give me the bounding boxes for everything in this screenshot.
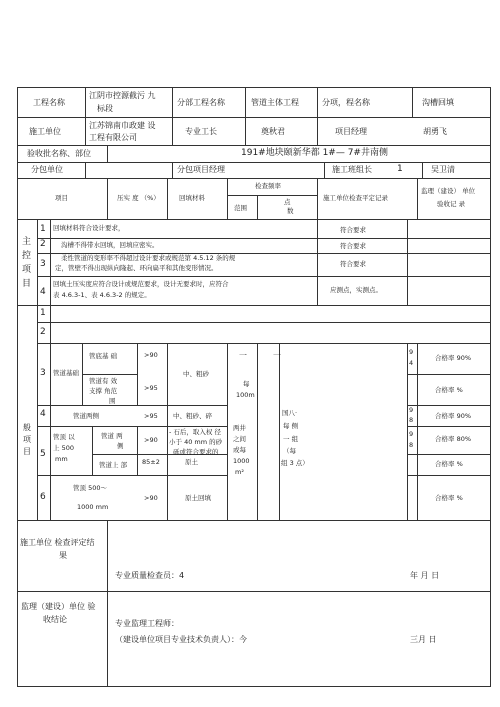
col-header-compaction: 压实 度 （%） — [117, 194, 160, 202]
batch-label: 验收批名称、部位 — [27, 149, 91, 158]
general-right-num: 8 — [409, 416, 414, 424]
col-divider — [407, 219, 408, 305]
row-divider — [227, 195, 317, 196]
general-material: 砾或符合要求的 — [173, 448, 219, 456]
supervise-conclusion-label-cont: 收结论 — [43, 615, 67, 624]
col-divider — [85, 162, 86, 178]
col-divider — [92, 426, 93, 475]
general-right-num: 9 — [409, 430, 414, 438]
col-divider — [227, 343, 228, 520]
supervise-date: 三月 日 — [410, 635, 437, 644]
quality-inspector: 专业质量检查员：4 — [115, 571, 185, 580]
general-freq-dash: 一 — [273, 351, 281, 360]
col-header-count-cont: 数 — [287, 207, 294, 215]
col-divider — [37, 219, 38, 520]
general-material: 原土 — [185, 458, 198, 466]
general-material: 中、粗砂 — [183, 370, 209, 378]
row-divider — [37, 322, 491, 323]
general-pass-rate: 合格率 % — [435, 460, 463, 468]
team-leader-num: 1 — [397, 164, 403, 174]
general-material: 中、粗砂、碎 — [173, 412, 212, 420]
foreman-label: 专业工长 — [185, 127, 217, 136]
main-row-result: 应测点，实测点。 — [330, 286, 382, 294]
general-freq: 国八· — [282, 409, 298, 417]
general-row-label: 管顶 500～ — [73, 484, 107, 492]
inspect-result-label-cont: 果 — [59, 551, 67, 560]
col-divider — [324, 162, 325, 178]
general-value: >95 — [144, 384, 158, 392]
row-divider — [17, 520, 491, 521]
pm-value: 胡勇飞 — [423, 127, 447, 136]
row-divider — [407, 405, 491, 406]
general-row-label: 管道两侧 — [73, 412, 99, 420]
general-row-number: 4 — [40, 409, 46, 419]
foreman-value: 奠秋君 — [261, 127, 285, 136]
col-header-range: 范围 — [234, 204, 247, 212]
row-divider — [37, 276, 491, 277]
general-row-number: 1 — [40, 308, 46, 318]
table-border-bottom — [17, 686, 491, 687]
general-sub-label: 围 — [109, 397, 116, 405]
general-sub-label: 侧 — [117, 442, 124, 450]
general-pass-rate: 合格率 90% — [435, 354, 472, 362]
general-freq: （每 — [283, 447, 296, 455]
main-row-text: 定，管壁不得出现纵向隆起、环向扁平和其他变形情况。 — [55, 264, 218, 272]
row-divider — [407, 374, 491, 375]
col-divider — [257, 343, 258, 520]
main-row-result: 符合要求 — [340, 226, 366, 234]
general-row-label: 1000 mm — [77, 503, 109, 511]
col-divider — [245, 87, 246, 145]
row-divider — [17, 162, 491, 163]
row-divider — [17, 145, 491, 146]
general-range: m² — [235, 468, 244, 476]
general-row-number: 2 — [40, 327, 46, 337]
general-pass-rate: 合格率 % — [435, 386, 463, 394]
general-freq-every: 每 — [243, 380, 250, 388]
general-side-label: 项 — [23, 435, 31, 444]
col-divider — [107, 178, 108, 219]
construction-unit-value: 江苏锦南巾政建 设 — [89, 121, 156, 130]
general-value: 85±2 — [142, 458, 160, 466]
general-sub-label: 管底基 础 — [89, 352, 118, 360]
col-divider — [317, 87, 318, 145]
main-row-number: 1 — [40, 224, 46, 234]
col-divider — [167, 343, 168, 520]
col-divider — [407, 343, 408, 520]
inspect-date: 年 月 日 — [410, 571, 440, 580]
row-divider — [17, 219, 491, 220]
row-divider — [37, 238, 491, 239]
general-side-label: 般 — [23, 423, 31, 432]
general-row-label: mm — [55, 455, 68, 463]
row-divider — [37, 405, 227, 406]
general-sub-label: 管道有 效 — [89, 377, 118, 385]
main-row-text: 沟槽不得带水回填，回填应密实。 — [61, 241, 159, 249]
col-header-records: 施工单位检查平定记录 — [323, 194, 388, 202]
row-divider — [82, 374, 137, 375]
general-material: - 石后，取入权 径 — [169, 428, 221, 436]
general-row-number: 6 — [40, 492, 46, 502]
main-side-label: 目 — [22, 279, 32, 289]
col-divider — [227, 178, 228, 219]
project-name-value-cont: 标段 — [97, 104, 113, 113]
col-divider — [172, 162, 173, 178]
general-right-num: 9 — [409, 348, 414, 356]
main-row-text: 回填材料符合设计要求， — [53, 224, 125, 232]
general-range: 1000 — [233, 457, 250, 465]
general-freq-dash: 一 — [239, 351, 247, 360]
col-divider — [257, 195, 258, 219]
col-header-frequency: 检查频率 — [255, 182, 281, 190]
project-name-value: 江阴市控源截污 九 — [89, 91, 156, 100]
general-material: 原土回填 — [185, 494, 211, 502]
general-value: >90 — [144, 494, 158, 502]
col-divider — [422, 162, 423, 178]
row-divider — [17, 117, 491, 118]
general-right-num: 4 — [409, 359, 414, 367]
general-row-label: 管顶 以 — [53, 433, 75, 441]
row-divider — [407, 454, 491, 455]
col-header-supervisor-cont: 验收记 录 — [437, 200, 466, 208]
general-row-number: 3 — [40, 368, 46, 378]
row-divider — [407, 426, 491, 427]
general-sub-label: 支撑 角范 — [89, 387, 118, 395]
main-side-label: 项 — [22, 265, 32, 275]
general-freq: 一 组 — [283, 435, 299, 443]
acceptance-form — [17, 87, 491, 687]
col-header-supervisor: 监理（建设） 单位 — [421, 187, 476, 195]
general-row-label: 上 500 — [53, 444, 74, 452]
main-row-number: 4 — [40, 287, 46, 297]
general-range: 之间 — [233, 435, 246, 443]
col-header-backfill: 回填材料 — [179, 194, 205, 202]
general-freq-every: 100m — [236, 391, 255, 399]
sub-project-label: 分部工程名称 — [177, 98, 225, 107]
row-divider — [17, 178, 491, 179]
col-divider — [417, 343, 418, 520]
main-side-label: 主 — [22, 237, 32, 247]
main-row-result: 符合要求 — [340, 242, 366, 250]
sub-pm-label: 分包项目经理 — [177, 165, 225, 174]
main-row-number: 3 — [40, 259, 46, 269]
col-divider — [172, 87, 173, 145]
col-divider — [167, 178, 168, 219]
general-row-label: 管道基础 — [53, 369, 79, 377]
main-side-label: 控 — [22, 251, 32, 261]
general-row-number: 5 — [40, 449, 46, 459]
col-divider — [82, 343, 83, 405]
col-divider — [317, 178, 318, 219]
col-divider — [85, 87, 86, 145]
main-row-text: 回填土压实度应符合设计或规范要求，设计无要求时，应符合 — [53, 280, 229, 288]
batch-value: 191#地块颐新华都 1#— 7#井南侧 — [241, 148, 388, 158]
item-label: 分项，程名称 — [322, 98, 370, 107]
row-divider — [37, 343, 491, 344]
table-border-top — [17, 87, 491, 88]
row-divider — [17, 305, 491, 306]
general-sub-label: 管道上 部 — [99, 461, 128, 469]
general-right-num: 8 — [409, 441, 414, 449]
pm-label: 项目经理 — [335, 127, 367, 136]
col-divider — [417, 178, 418, 219]
main-row-text: 表 4.6.3-1、表 4.6.3-2 的规定。 — [53, 291, 151, 299]
general-value: >90 — [144, 351, 158, 359]
general-value: >90 — [144, 436, 158, 444]
col-header-item: 项目 — [55, 194, 68, 202]
supervise-conclusion-label: 监理（建设）单位 验 — [21, 602, 96, 611]
main-row-result: 符合要求 — [340, 260, 366, 268]
col-divider — [107, 145, 108, 162]
general-range: 两井 — [233, 424, 246, 432]
row-divider — [37, 475, 227, 476]
col-divider — [412, 87, 413, 117]
general-side-label: 目 — [23, 447, 31, 456]
tech-lead: （建设单位项目专业技术负责人）：今 — [115, 635, 247, 644]
main-row-text: 柔性管道的变形率不得超过设计要求或规范第 4.5.12 条的规 — [61, 254, 236, 262]
project-name-label: 工程名称 — [33, 98, 65, 107]
col-header-count: 点 — [284, 198, 291, 206]
construction-unit-label: 施工单位 — [29, 127, 61, 136]
general-pass-rate: 合格率 80% — [435, 435, 472, 443]
row-divider — [17, 591, 491, 592]
construction-unit-value-cont: 工程有限公司 — [89, 133, 137, 142]
table-border-right — [490, 87, 491, 687]
general-range: 或每 — [233, 446, 246, 454]
col-divider — [317, 219, 318, 305]
col-divider — [279, 343, 280, 520]
general-value: >95 — [144, 412, 158, 420]
team-leader-label: 施工班组长 — [332, 165, 372, 174]
row-divider — [37, 426, 227, 427]
general-pass-rate: 合格率 % — [435, 494, 463, 502]
general-right-num: 9 — [409, 406, 414, 414]
col-divider — [107, 520, 108, 687]
main-row-number: 2 — [40, 239, 46, 249]
row-divider — [407, 475, 491, 476]
team-leader-value: 吴卫清 — [431, 165, 455, 174]
inspect-result-label: 施工单位 检查评定结 — [20, 538, 95, 547]
general-pass-rate: 合格率 90% — [435, 412, 472, 420]
item-value: 沟槽回填 — [422, 98, 454, 107]
table-border-left — [17, 87, 18, 687]
general-sub-label: 管道 两 — [101, 432, 123, 440]
general-freq: 每 侧 — [283, 422, 299, 430]
col-divider — [50, 219, 51, 520]
col-divider — [137, 426, 138, 475]
supervising-engineer: 专业监理工程师： — [115, 619, 179, 628]
subcontract-label: 分包单位 — [31, 165, 63, 174]
general-material: 小于 40 mm 的砂 — [169, 438, 223, 446]
sub-project-value: 管道主体工程 — [251, 98, 299, 107]
col-divider — [137, 343, 138, 405]
general-freq: 组 3 点） — [281, 459, 309, 467]
